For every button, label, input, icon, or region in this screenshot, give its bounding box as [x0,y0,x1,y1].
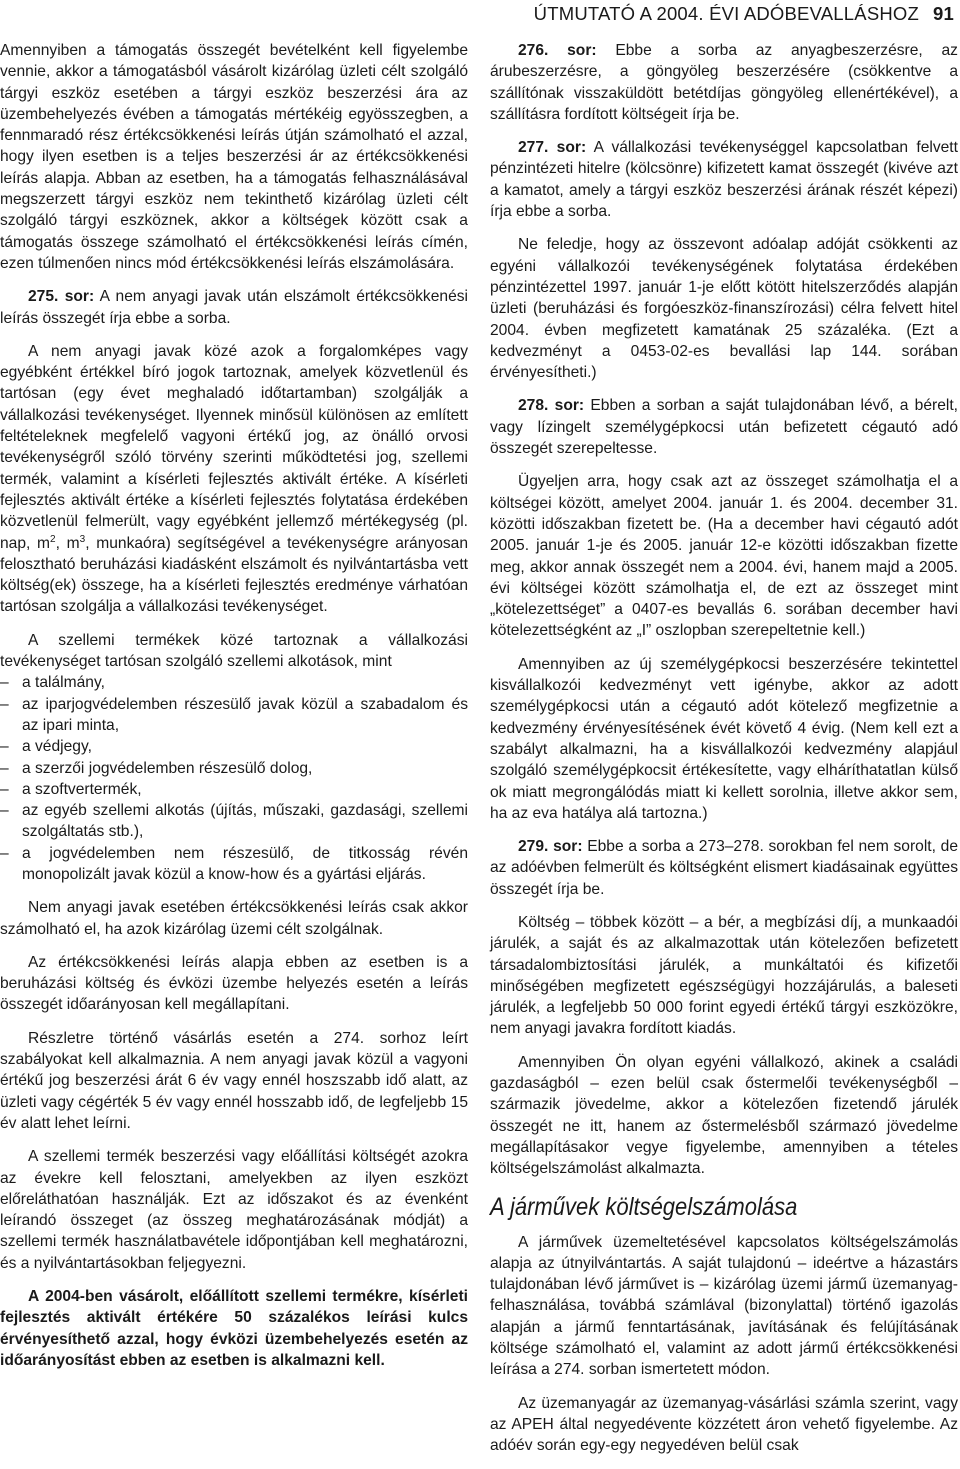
paragraph-support-as-income: Amennyiben a támogatás összegét bevételként kell figyelembe vennie, akkor a támogatásból vásárolt kizárólag üzleti célt szolgáló tárgyi eszköz esetében a tárgyi eszköz beszerzési ára az üzembehelyezés évében a támogatás mértékéig egyösszegben, a fennmaradó rész értékcsökkenési leírás útján számolható el azzal, hogy ilyen esetben is a teljes beszerzési ár az értékcsökkenési leírás alapja. Abban az esetben, ha a támogatás felhasználásával megszerzett tárgyi eszköz nem tekinthető kizárólag üzleti célt szolgáló tárgyi eszköznek, akkor a költségek között csak a támogatás összege számolható el értékcsökkenési leírás címén, ezen túlmenően nincs mód értékcsökkenési leírás elszámolására. [0,42,468,272]
paragraph: Költség – többek között – a bér, a megbízási díj, a munkaadói járulék, a saját és az alkalmazottak után kötelezően befizetett társadalombiztosítási járulék, a munkáltatói és kifizetői minőségében megfizetett egészségügyi hozzájárulás, a baleseti járulék, a legfeljebb 50 000 forint egyedi értékű tárgyi eszközökre, nem anyagi javakra fordított kiadás. [490,913,958,1038]
row-label: sor: [554,397,585,415]
list-item: – a szoftvertermék, [0,779,468,800]
paragraph: Az értékcsökkenési leírás alapja ebben az esetben is a beruházási költség és évközi üzembe helyezés esetén a leírás összegét időarányosan kell megállapítani. [0,953,468,1014]
running-header [0,0,960,28]
paragraph-intangible-assets [0,341,468,618]
right-column [490,40,958,1469]
row-text: Ebbe a sorba az anyagbeszerzésre, az árubeszerzésre, a göngyöleg beszerzésére (csökkentve a szállítónak visszaküldött betétdíjas göngyöleg ellenértékével), a szállításra fordított költségeit írja be. [490,42,958,123]
superscript: 2 [50,533,56,545]
row-275-heading [0,286,468,329]
row-279-heading [490,836,958,900]
row-number: 275. [28,288,59,306]
row-label: sor: [553,838,583,856]
running-title: ÚTMUTATÓ A 2004. ÉVI ADÓBEVALLÁSHOZ [533,3,920,24]
list-item: – az egyéb szellemi alkotás (újítás, műszaki, gazdasági, szellemi szolgáltatás stb.), [0,800,468,843]
row-text: A nem anyagi javak után elszámolt értékcsökkenési leírás összegét írja ebbe a sorba. [0,288,468,327]
paragraph: Részletre történő vásárlás esetén a 274. sorhoz leírt szabályokat kell alkalmaznia. A nem anyagi javak közül a vagyoni értékű jog beszerzési árát 6 év vagy ennél hoszszabb idő alatt, az üzleti vagy cégérték 5 év vagy ennél hosszabb idő, de legfeljebb 15 év alatt lehet leírni. [0,1029,468,1132]
page-number: 91 [933,3,954,24]
row-number: 277. [518,139,549,157]
row-number: 278. [518,397,549,415]
paragraph: Nem anyagi javak esetében értékcsökkenési leírás csak akkor számolható el, ha azok kizárólag üzemi célt szolgálnak. [0,899,468,938]
row-text: Ebben a sorban a saját tulajdonában lévő, a bérelt, vagy lízingelt személygépkocsi után befizetett cégautó adó összegét szerepeltesse. [490,397,959,458]
paragraph: A szellemi termék beszerzési vagy előállítási költségét azokra az évekre kell felosztani, amelyekben az ilyen eszközt előreláthatóan használják. Ezt az időszakot és az évenként leírandó összeget (az összeg meghatározásának módját) a szellemi termék használatbavétele időpontjában kell meghatározni, és a nyilvántartásokban feljegyezni. [0,1148,468,1272]
text-run: A nem anyagi javak közé azok a forgalomképes vagy egyébként értékkel bíró jogok tartoznak, amelyek közvetlenül és tartósan (egy évet meghaladó időtartamban) szolgálják a vállalkozási tevékenységet. Ilyennek minősül különösen az említett feltételeknek megfelelő vagyoni értékű jog, az önálló orvosi tevékenységről szóló törvény szerinti működtetési jog, szellemi termék, valamint a kísérleti fejlesztés aktivált értéke. A kísérleti fejlesztés aktivált értéke a kísérleti fejlesztés folytatása érdekében közvetlenül felmerült, vagy egyébként jellemző mértékegység (pl. nap, m [0,342,468,552]
text-run: , m [55,534,80,552]
row-277-heading [490,137,958,222]
row-label: sor: [567,42,597,59]
paragraph: Ne feledje, hogy az összevont adóalap adóját csökkenti az egyéni vállalkozói tevékenységének folytatása érdekében pénzintézettel 1997. január 1-je előtt kötött hitelszerződés alapján üzleti (beruházási és forgóeszköz-finanszírozási) célra felvett hitel 2004. évben megfizetett kamatának 25 százaléka. (Ezt a kedvezményt a 0453-02-es bevallási lap 144. sorában érvényesítheti.) [490,236,958,382]
superscript: 3 [79,533,86,545]
section-heading: A járművek költségelszámolása [490,1192,798,1221]
paragraph: Az üzemanyagár az üzemanyag-vásárlási számla szerint, vagy az APEH által negyedévente közzétett áron vehető figyelembe. Az adóév során egy-egy negyedéven belül csak [490,1394,958,1455]
list-item: – a szerzői jogvédelemben részesülő dolog, [0,758,468,779]
text-run: , munkaóra) segítségével a tevékenységre arányosan felosztható beruházási kiadásként elszámolt és nyilvántartásba vett költség(ek) összege, ha a kísérleti fejlesztés eredménye várhatóan tartósan szolgálja a vállalkozási tevékenységet. [0,534,469,616]
row-278-heading [490,395,958,459]
paragraph: Amennyiben az új személygépkocsi beszerzésére tekintettel kisvállalkozói kedvezményt vett igénybe, akkor az adott személygépkocsi után a cégautó adót kötelező megfizetnie a kedvezmény érvényesítésének évét követő 4 évig. (Nem kell ezt a szabályt alkalmazni, ha a kisvállalkozói kedvezmény alapjául szolgáló személygépkocsit értékesítette, vagy elháríthatatlan külső ok miatt megrongálódás miatt ki kellett sorolnia, illetve akkor sem, ha az eva hatálya alá tartozna.) [490,655,958,822]
paragraph-bold-notice: A 2004-ben vásárolt, előállított szellemi termékre, kísérleti fejlesztés aktivált értékére 50 százalékos leírási kulcs érvényesíthető azzal, hogy évközi üzembehelyezés esetén az időarányosítást ebben az esetben is alkalmazni kell. [0,1288,468,1369]
row-label: sor: [64,288,95,306]
row-text: Ebbe a sorba a 273–278. sorokban fel nem sorolt, de az adóévben felmerült és költségként elismert kiadásainak együttes összegét írja be. [490,838,958,898]
row-number: 279. [518,838,549,856]
paragraph: Amennyiben Ön olyan egyéni vállalkozó, akinek a családi gazdaságból – ezen belül csak őstermelői tevékenységből – származik jövedelme, akkor a kötelezően fizetendő járulék összegét ne itt, hanem az őstermelésből származó jövedelme megállapításakor vegye figyelembe, amennyiben a tételes költségelszámolást alkalmazta. [490,1053,958,1178]
row-text: A vállalkozási tevékenységgel kapcsolatban felvett pénzintézeti hitelre (kölcsönre) kifizetett kamat összegét (kivéve azt a kamatot, amely a tárgyi eszköz beszerzési árának részét képezi) írja ebbe a sorba. [490,139,958,221]
list-item: – a jogvédelemben nem részesülő, de titkosság révén monopolizált javak közül a know-how és a gyártási eljárás. [0,843,468,886]
paragraph: Ügyeljen arra, hogy csak azt az összeget számolhatja el a költségei között, amelyet 2004. január 1. és 2004. december 31. közötti időszakban fizetett be. (Ha a december havi cégautó adót 2005. január 1-je és 2005. január 12-e közötti időszakban fizette meg, akkor annak összegét nem a 2004. évi, hanem majd a 2005. évi költségei között számolhatja el, de ezt az összeget mint „kötelezettséget” a 0407-es bevallás 6. sorában december havi kötelezettségként az „I” oszlopban szerepeltetnie kell.) [490,473,958,640]
row-276-heading [490,40,958,125]
paragraph: A járművek üzemeltetésével kapcsolatos költségelszámolás alapja az útnyilvántartás. A saját tulajdonú – ideértve a házastárs tulajdonában lévő járművet is – kizárólag üzemi jármű üzemanyag-felhasználása, továbbá számlával (bizonylattal) történő igazolás alapján a jármű fenntartásának, javításának és felújításának költsége számolható el, valamint az adott jármű értékcsökkenési leírása a 274. sorban ismertetett módon. [490,1233,958,1379]
intellectual-products-list [0,672,468,885]
left-column [0,40,468,1383]
list-item: – az iparjogvédelemben részesülő javak közül a szabadalom és az ipari minta, [0,694,468,737]
row-label: sor: [556,139,587,157]
row-number: 276. [518,42,549,59]
list-item: – a védjegy, [0,736,468,757]
list-item: – a találmány, [0,672,468,693]
paragraph-intellectual-products: A szellemi termékek közé tartoznak a vállalkozási tevékenységet tartósan szolgáló szellemi alkotások, mint [0,631,468,671]
